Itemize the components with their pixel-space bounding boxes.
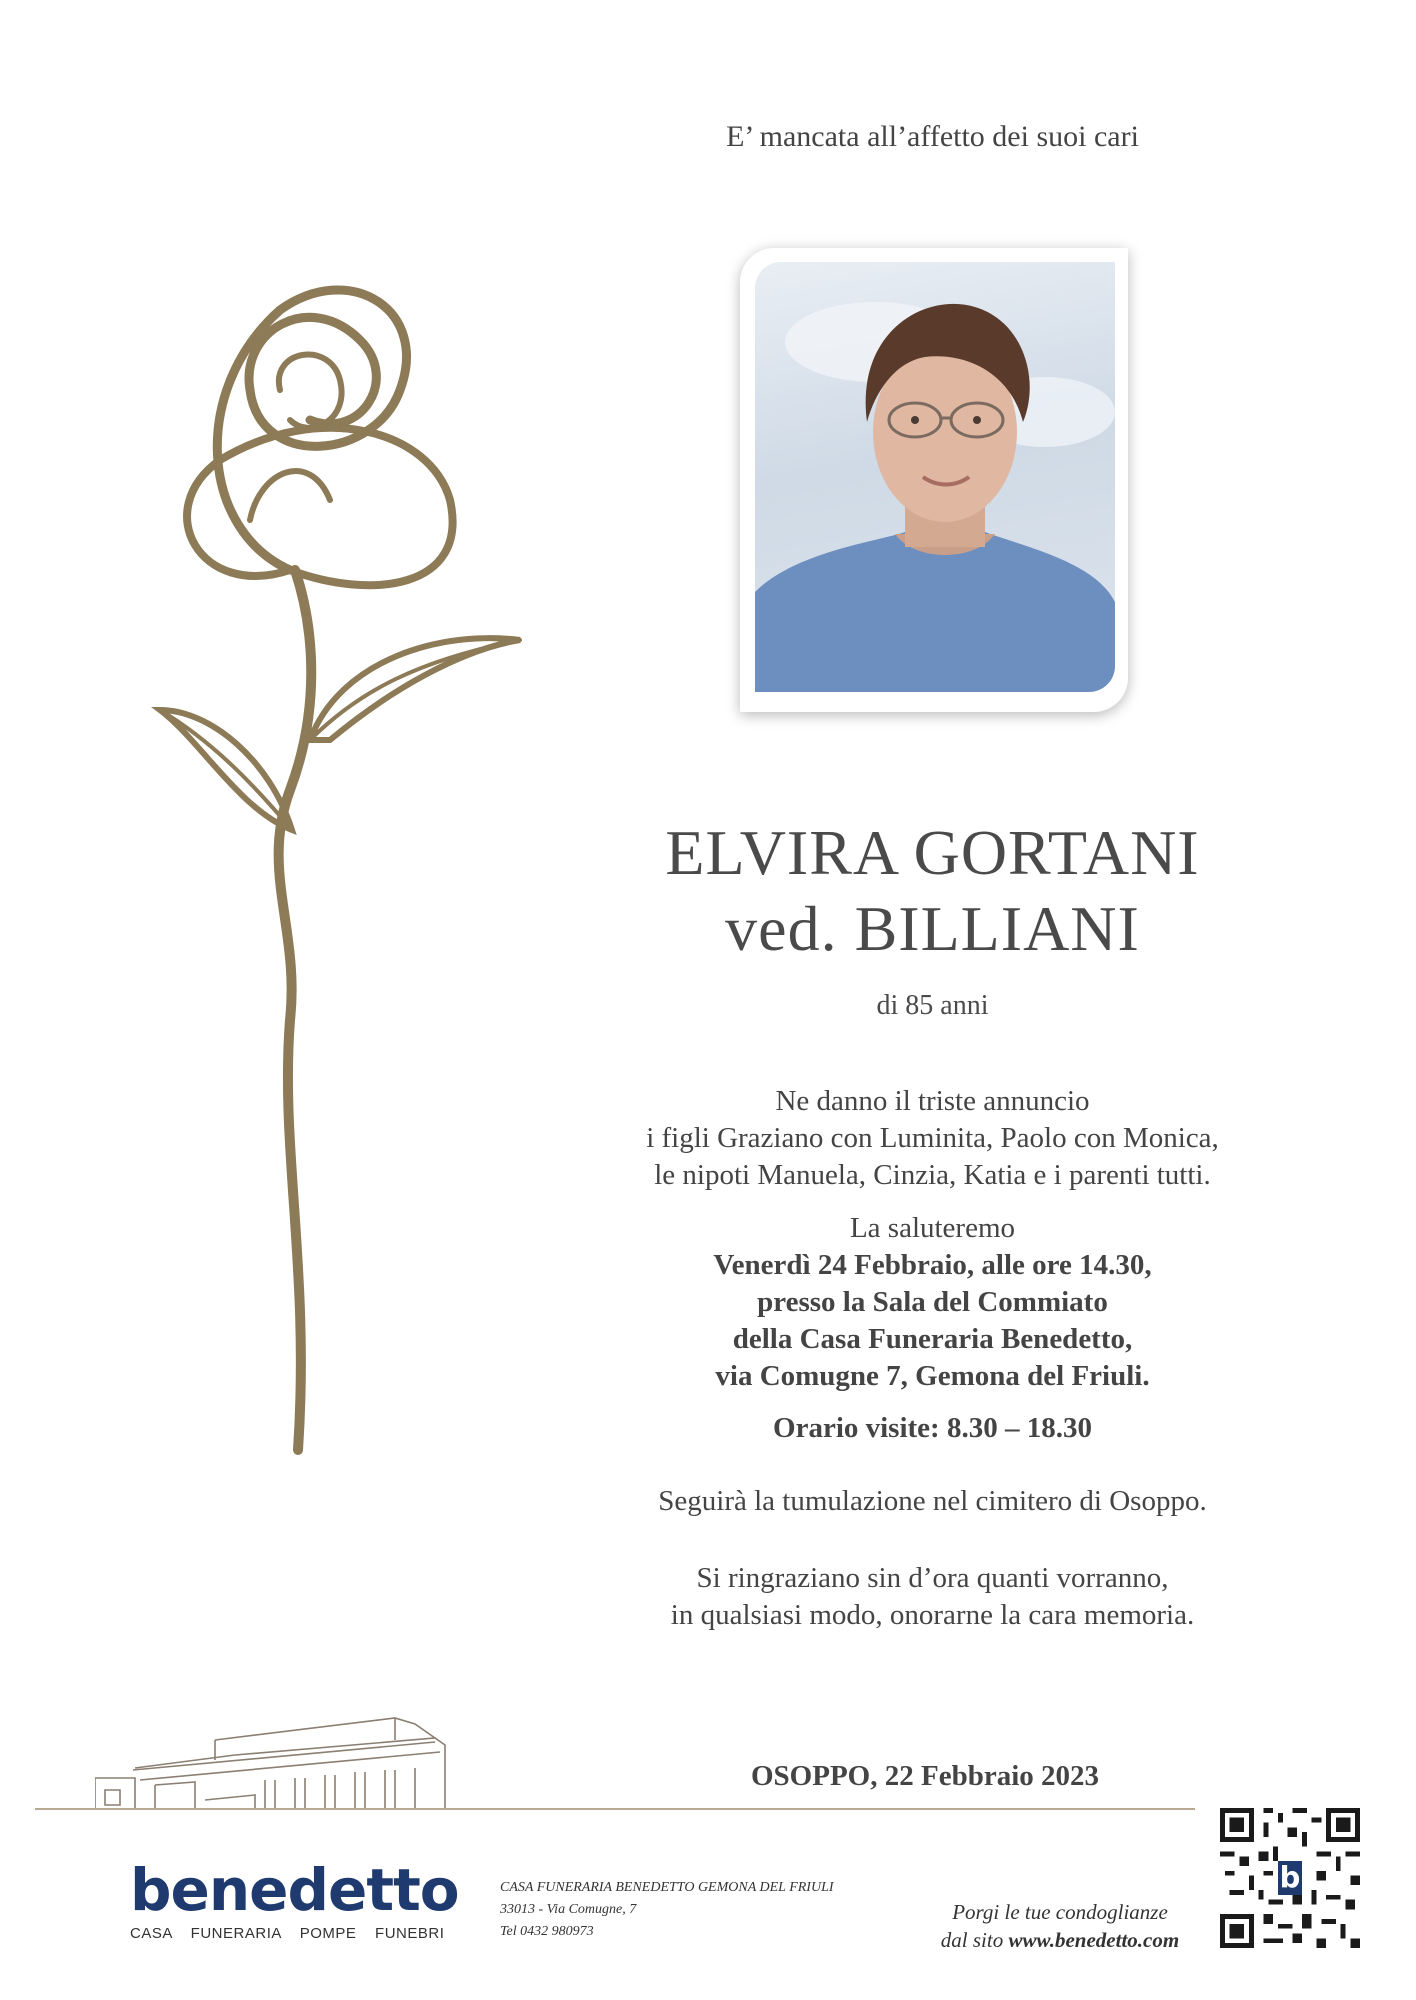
funeral-home-address <box>500 1877 834 1943</box>
qr-code[interactable] <box>1220 1808 1360 1948</box>
thanks-text <box>560 1560 1305 1634</box>
address-line: CASA FUNERARIA BENEDETTO GEMONA DEL FRIULI <box>500 1880 834 1895</box>
name-line-2: ved. BILLIANI <box>725 893 1140 964</box>
ceremony-line: Venerdì 24 Febbraio, alle ore 14.30, <box>713 1249 1152 1281</box>
ceremony-line: via Comugne 7, Gemona del Friuli. <box>715 1360 1150 1392</box>
ceremony-line: della Casa Funeraria Benedetto, <box>732 1323 1133 1355</box>
thanks-line: Si ringraziano sin d’ora quanti vorranno, <box>696 1562 1169 1594</box>
age-text: di 85 anni <box>876 990 989 1021</box>
condolences-note <box>900 1898 1220 1954</box>
condolences-prefix: dal sito <box>940 1928 1004 1952</box>
portrait-frame <box>740 248 1128 712</box>
visiting-hours: Orario visite: 8.30 – 18.30 <box>773 1412 1092 1444</box>
thanks-line: in qualsiasi modo, onorarne la cara memoria. <box>670 1599 1195 1631</box>
svg-text:b: b <box>1279 1860 1301 1895</box>
building-illustration <box>95 1680 465 1820</box>
burial-text: Seguirà la tumulazione nel cimitero di Osoppo. <box>658 1485 1207 1517</box>
announce-line: Ne danno il triste annuncio <box>775 1085 1090 1117</box>
ceremony-line: presso la Sala del Commiato <box>757 1286 1108 1318</box>
logo-subtitle: CASA FUNERARIA POMPE FUNEBRI <box>130 1925 445 1942</box>
announce-line: i figli Graziano con Luminita, Paolo con Monica, <box>646 1122 1219 1154</box>
portrait-photo <box>755 262 1115 692</box>
address-line: Tel 0432 980973 <box>500 1924 594 1939</box>
portrait-figure <box>755 262 1115 692</box>
website-link[interactable]: www.benedetto.com <box>1008 1928 1180 1952</box>
announcement <box>560 1083 1305 1194</box>
footer-divider <box>35 1808 1195 1810</box>
announce-line: le nipoti Manuela, Cinzia, Katia e i parenti tutti. <box>654 1159 1211 1191</box>
intro-text: E’ mancata all’affetto dei suoi cari <box>726 120 1139 153</box>
deceased-name <box>560 815 1305 967</box>
name-line-1: ELVIRA GORTANI <box>665 817 1200 888</box>
condolences-line: Porgi le tue condoglianze <box>952 1900 1168 1924</box>
address-line: 33013 - Via Comugne, 7 <box>500 1902 637 1917</box>
ceremony-intro: La saluteremo <box>849 1212 1016 1244</box>
place-date: OSOPPO, 22 Febbraio 2023 <box>751 1760 1099 1792</box>
condolences-line-2 <box>900 1926 1220 1954</box>
rose-illustration <box>140 270 540 1490</box>
benedetto-logo: benedetto <box>130 1856 459 1924</box>
ceremony-info <box>560 1210 1305 1395</box>
